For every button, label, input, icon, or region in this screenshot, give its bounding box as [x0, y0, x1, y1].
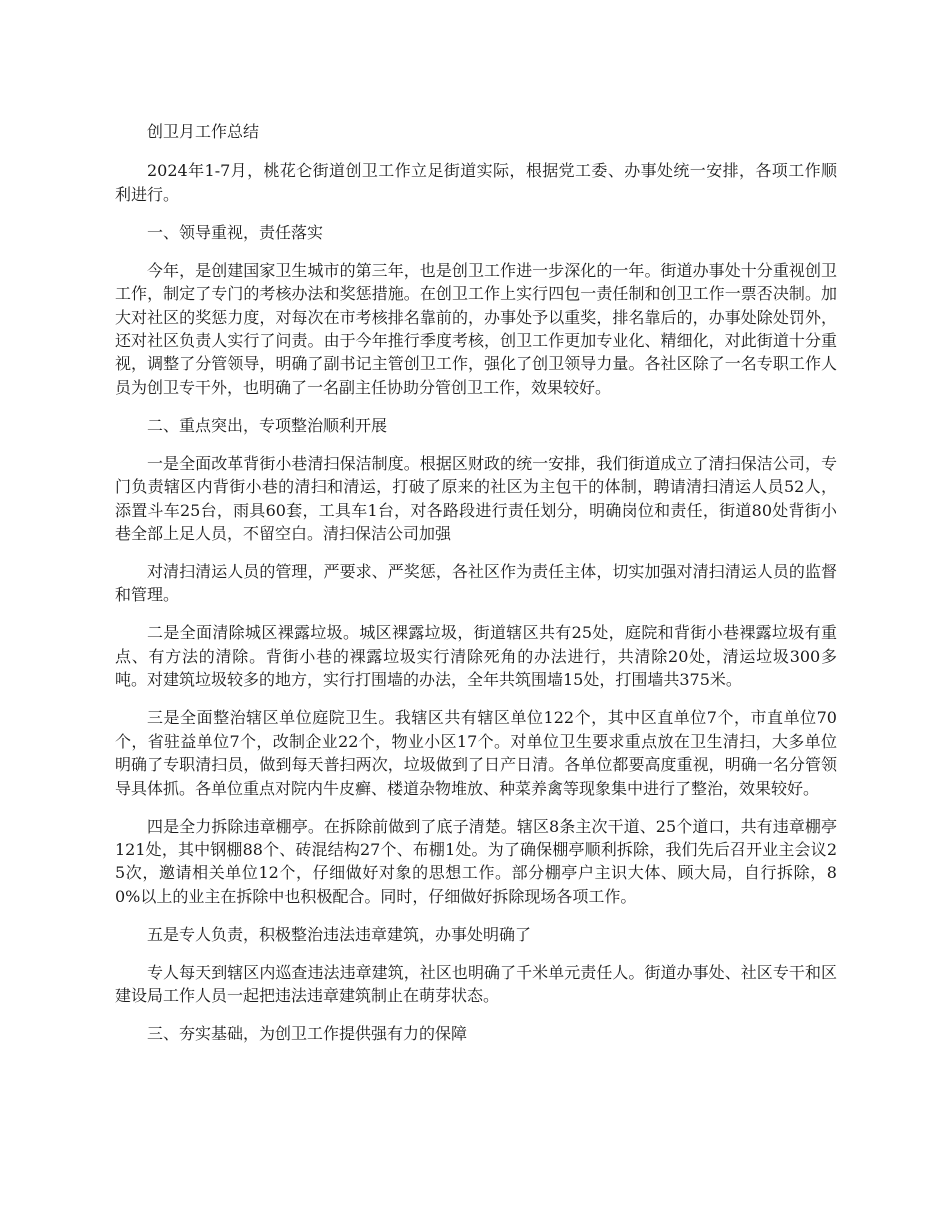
intro-paragraph: 2024年1-7月，桃花仑街道创卫工作立足街道实际，根据党工委、办事处统一安排，各项工作顺利进行。	[115, 161, 837, 204]
document-title: 创卫月工作总结	[147, 122, 260, 141]
section-heading-1: 一、领导重视，责任落实	[147, 222, 324, 242]
paragraph: 一是全面改革背街小巷清扫保洁制度。根据区财政的统一安排，我们街道成立了清扫保洁公司，专门负责辖区内背街小巷的清扫和清运，打破了原来的社区为主包干的体制，聘请清扫清运人员52人，添置斗车25台，雨具60套，工具车1台，对各路段进行责任划分，明确岗位和责任，街道80处背街小巷全部上足人员，不留空白。清扫保洁公司加强	[115, 453, 837, 544]
section-heading-2: 二、重点突出，专项整治顺利开展	[147, 415, 388, 435]
paragraph: 五是专人负责，积极整治违法违章建筑，办事处明确了	[147, 924, 532, 944]
paragraph: 四是全力拆除违章棚亭。在拆除前做到了底子清楚。辖区8条主次干道、25个道口，共有违章棚亭121处，其中钢棚88个、砖混结构27个、布棚1处。为了确保棚亭顺利拆除，我们先后召开业主会议25次，邀请相关单位12个，仔细做好对象的思想工作。部分棚亭户主识大体、顾大局，自行拆除，80%以上的业主在拆除中也积极配合。同时，仔细做好拆除现场各项工作。	[115, 816, 837, 906]
document-body	[115, 120, 837, 1060]
paragraph: 专人每天到辖区内巡查违法违章建筑，社区也明确了千米单元责任人。街道办事处、社区专干和区建设局工作人员一起把违法违章建筑制止在萌芽状态。	[115, 962, 837, 1006]
paragraph: 今年，是创建国家卫生城市的第三年，也是创卫工作进一步深化的一年。街道办事处十分重视创卫工作，制定了专门的考核办法和奖惩措施。在创卫工作上实行四包一责任制和创卫工作一票否决制。加大对社区的奖惩力度，对每次在市考核排名靠前的，办事处予以重奖，排名靠后的，办事处除处罚外，还对社区负责人实行了问责。由于今年推行季度考核，创卫工作更加专业化、精细化，对此街道十分重视，调整了分管领导，明确了副书记主管创卫工作，强化了创卫领导力量。各社区除了一名专职工作人员为创卫专干外，也明确了一名副主任协助分管创卫工作，效果较好。	[115, 260, 837, 397]
paragraph: 二是全面清除城区裸露垃圾。城区裸露垃圾，街道辖区共有25处，庭院和背街小巷裸露垃圾有重点、有方法的清除。背街小巷的裸露垃圾实行清除死角的办法进行，共清除20处，清运垃圾300多吨。对建筑垃圾较多的地方，实行打围墙的办法，全年共筑围墙15处，打围墙共375米。	[115, 623, 837, 690]
section-heading-3: 三、夯实基础，为创卫工作提供强有力的保障	[147, 1024, 468, 1044]
paragraph: 对清扫清运人员的管理，严要求、严奖惩，各社区作为责任主体，切实加强对清扫清运人员的监督和管理。	[115, 562, 837, 605]
paragraph: 三是全面整治辖区单位庭院卫生。我辖区共有辖区单位122个，其中区直单位7个，市直单位70个，省驻益单位7个，改制企业22个，物业小区17个。对单位卫生要求重点放在卫生清扫，大多单位明确了专职清扫员，做到每天普扫两次，垃圾做到了日产日清。各单位都要高度重视，明确一名分管领导具体抓。各单位重点对院内牛皮癣、楼道杂物堆放、种菜养禽等现象集中进行了整治，效果较好。	[115, 708, 837, 798]
